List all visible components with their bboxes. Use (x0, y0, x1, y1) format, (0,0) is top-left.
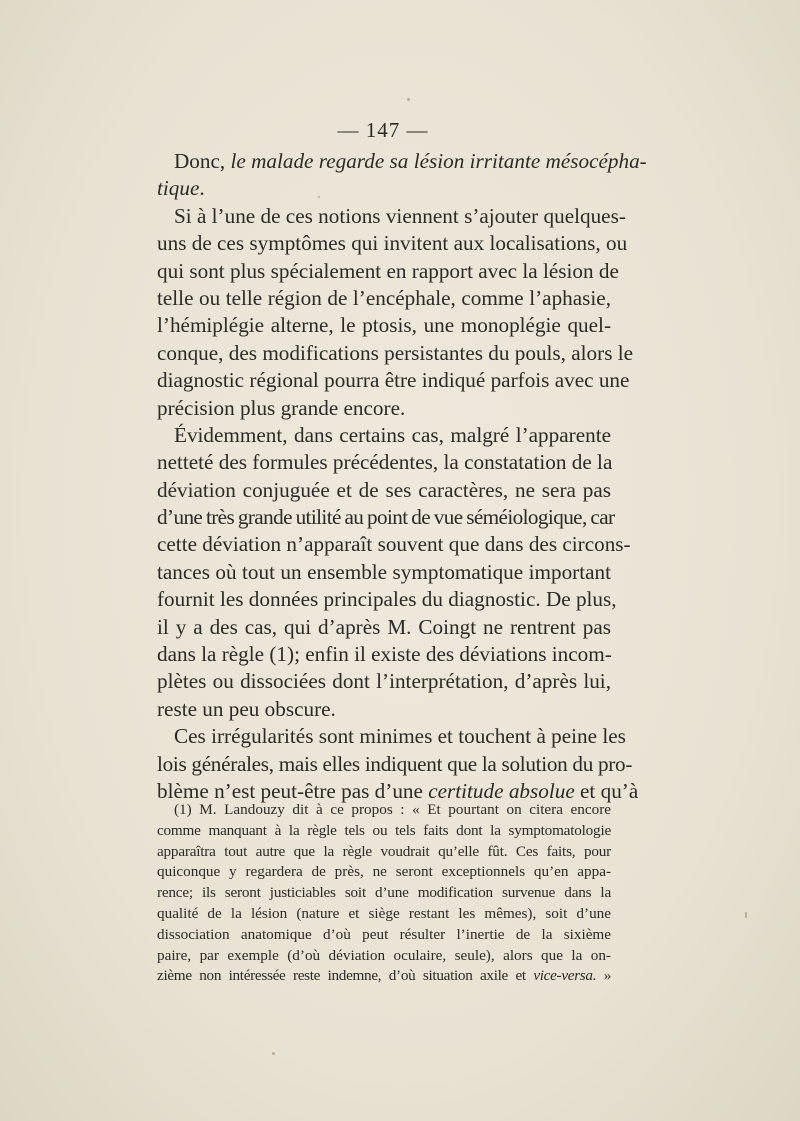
paragraph-2 (157, 203, 634, 422)
footnote-line: paire, par exemple (d’où déviation oculaire, seule), alors que la on- (157, 946, 611, 964)
footnote-line: qualité de la lésion (nature et siège restant les mêmes), soit d’une (157, 904, 611, 922)
text-span: et qu’à (574, 778, 639, 803)
text-line: qui sont plus spécialement en rapport avec la lésion de (157, 258, 619, 283)
text-line: déviation conjuguée et de ses caractères, ne sera pas (157, 477, 611, 502)
text-line: netteté des formules précédentes, la constatation de la (157, 450, 613, 475)
text-span: Donc, (174, 149, 231, 173)
page-number: — 147 — (337, 118, 429, 142)
text-span: . (199, 176, 205, 201)
text-line: plètes ou dissociées dont l’interprétation, d’après lui, (157, 669, 611, 694)
text-span: zième non intéressée reste indemne, d’où situation axile et (157, 967, 534, 985)
text-line: telle ou telle région de l’encéphale, comme l’aphasie, (157, 285, 611, 310)
text-line: l’hémiplégie alterne, le ptosis, une monoplégie quel- (157, 313, 611, 338)
footnote-line: (1) M. Landouzy dit à ce propos : « Et pourtant on citera encore (174, 801, 611, 818)
text-line: uns de ces symptômes qui invitent aux localisations, ou (157, 231, 628, 256)
footnote-line: comme manquant à la règle tels ou tels faits dont la symptomatologie (157, 821, 611, 839)
text-span: blème n’est peut-être pas d’une (157, 778, 429, 803)
text-line: fournit les données principales du diagnostic. De plus, (157, 587, 617, 612)
footnote-line (157, 966, 611, 987)
body-text (157, 148, 647, 805)
italic-span: vice-versa. (533, 967, 597, 985)
text-line: Ces irrégularités sont minimes et touchent à peine les (174, 724, 626, 749)
text-line: cette déviation n’apparaît souvent que dans des circons- (157, 532, 631, 557)
text-line: conque, des modifications persistantes du pouls, alors le (157, 340, 634, 365)
paper-speck (407, 98, 410, 101)
footnote-line: apparaîtra tout autre que la règle voudrait qu’elle fût. Ces faits, pour (157, 842, 611, 860)
text-line: dans la règle (1); enfin il existe des déviations incom- (157, 642, 612, 667)
italic-span: le malade regarde sa lésion irritante mésocépha- (230, 149, 647, 173)
text-line: Si à l’une de ces notions viennent s’ajouter quelques- (174, 203, 626, 228)
italic-span: certitude absolue (428, 778, 575, 803)
footnote-line: rence; ils seront justiciables soit d’une modification survenue dans la (157, 884, 611, 902)
paper-speck (272, 1052, 275, 1055)
text-line: précision plus grande encore. (157, 395, 406, 420)
text-line: il y a des cas, qui d’après M. Coingt ne rentrent pas (157, 614, 611, 639)
text-line: d’une très grande utilité au point de vue séméiologique, car (157, 505, 615, 530)
footnote-line: dissociation anatomique d’où peut résulter l’inertie de la sixième (157, 925, 611, 943)
paragraph-4 (157, 723, 639, 805)
footnote-line: quiconque y regardera de près, ne seront exceptionnels qu’en appa- (157, 863, 611, 881)
text-line: tances où tout un ensemble symptomatique important (157, 559, 611, 584)
text-line: diagnostic régional pourra être indiqué parfois avec une (157, 368, 630, 393)
footnote (157, 800, 611, 987)
italic-span: tique (157, 176, 200, 201)
text-span: » (596, 967, 611, 985)
text-line: Évidemment, dans certains cas, malgré l’apparente (174, 422, 611, 447)
paper-speck (318, 196, 320, 198)
text-line: reste un peu obscure. (157, 696, 336, 721)
text-line: lois générales, mais elles indiquent que la solution du pro- (157, 751, 633, 776)
paragraph-3 (157, 422, 631, 723)
text-line (157, 148, 647, 175)
paper-speck (745, 912, 747, 918)
text-line (157, 175, 611, 202)
paragraph-1 (157, 148, 647, 203)
